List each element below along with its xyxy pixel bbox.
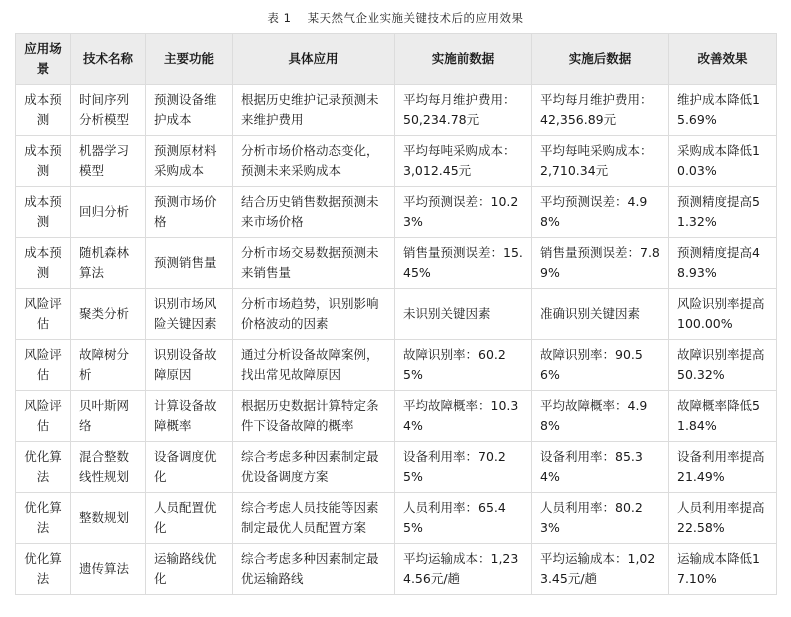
cell-technique: 随机森林算法 xyxy=(71,238,146,289)
cell-application: 综合考虑多种因素制定最优运输路线 xyxy=(233,544,395,595)
cell-scene: 优化算法 xyxy=(16,544,71,595)
cell-function: 设备调度优化 xyxy=(146,442,233,493)
column-header-application: 具体应用 xyxy=(233,34,395,85)
cell-effect: 人员利用率提高22.58% xyxy=(669,493,777,544)
cell-after: 平均预测误差：4.98% xyxy=(532,187,669,238)
cell-technique: 聚类分析 xyxy=(71,289,146,340)
table-row xyxy=(16,544,777,595)
cell-before: 平均故障概率：10.34% xyxy=(395,391,532,442)
cell-after: 故障识别率：90.56% xyxy=(532,340,669,391)
cell-after: 平均故障概率：4.98% xyxy=(532,391,669,442)
cell-after: 人员利用率：80.23% xyxy=(532,493,669,544)
cell-before: 平均每月维护费用：50,234.78元 xyxy=(395,85,532,136)
cell-function: 人员配置优化 xyxy=(146,493,233,544)
cell-function: 计算设备故障概率 xyxy=(146,391,233,442)
table-caption xyxy=(0,10,791,26)
cell-function: 识别市场风险关键因素 xyxy=(146,289,233,340)
cell-effect: 预测精度提高51.32% xyxy=(669,187,777,238)
column-header-scene: 应用场景 xyxy=(16,34,71,85)
cell-effect: 维护成本降低15.69% xyxy=(669,85,777,136)
cell-scene: 成本预测 xyxy=(16,187,71,238)
cell-application: 分析市场交易数据预测未来销售量 xyxy=(233,238,395,289)
cell-function: 预测销售量 xyxy=(146,238,233,289)
cell-effect: 采购成本降低10.03% xyxy=(669,136,777,187)
cell-application: 根据历史维护记录预测未来维护费用 xyxy=(233,85,395,136)
cell-effect: 设备利用率提高21.49% xyxy=(669,442,777,493)
cell-application: 通过分析设备故障案例，找出常见故障原因 xyxy=(233,340,395,391)
cell-after: 准确识别关键因素 xyxy=(532,289,669,340)
cell-after: 平均每月维护费用：42,356.89元 xyxy=(532,85,669,136)
results-table xyxy=(15,33,777,595)
cell-after: 平均每吨采购成本：2,710.34元 xyxy=(532,136,669,187)
cell-before: 故障识别率：60.25% xyxy=(395,340,532,391)
cell-application: 综合考虑人员技能等因素制定最优人员配置方案 xyxy=(233,493,395,544)
cell-application: 结合历史销售数据预测未来市场价格 xyxy=(233,187,395,238)
column-header-effect: 改善效果 xyxy=(669,34,777,85)
cell-effect: 预测精度提高48.93% xyxy=(669,238,777,289)
table-row xyxy=(16,391,777,442)
cell-effect: 故障概率降低51.84% xyxy=(669,391,777,442)
cell-application: 分析市场趋势，识别影响价格波动的因素 xyxy=(233,289,395,340)
column-header-technique: 技术名称 xyxy=(71,34,146,85)
table-number: 表 1 xyxy=(267,11,292,25)
table-row xyxy=(16,136,777,187)
column-header-before: 实施前数据 xyxy=(395,34,532,85)
cell-before: 平均预测误差：10.23% xyxy=(395,187,532,238)
cell-function: 运输路线优化 xyxy=(146,544,233,595)
cell-scene: 优化算法 xyxy=(16,493,71,544)
table-row xyxy=(16,238,777,289)
cell-after: 销售量预测误差：7.89% xyxy=(532,238,669,289)
cell-technique: 回归分析 xyxy=(71,187,146,238)
cell-scene: 成本预测 xyxy=(16,238,71,289)
cell-function: 预测设备维护成本 xyxy=(146,85,233,136)
cell-technique: 故障树分析 xyxy=(71,340,146,391)
cell-effect: 运输成本降低17.10% xyxy=(669,544,777,595)
cell-scene: 风险评估 xyxy=(16,391,71,442)
cell-scene: 风险评估 xyxy=(16,289,71,340)
cell-before: 人员利用率：65.45% xyxy=(395,493,532,544)
cell-after: 平均运输成本：1,023.45元/趟 xyxy=(532,544,669,595)
cell-technique: 遗传算法 xyxy=(71,544,146,595)
cell-scene: 风险评估 xyxy=(16,340,71,391)
cell-function: 识别设备故障原因 xyxy=(146,340,233,391)
table-row xyxy=(16,187,777,238)
cell-before: 未识别关键因素 xyxy=(395,289,532,340)
cell-technique: 贝叶斯网络 xyxy=(71,391,146,442)
cell-application: 分析市场价格动态变化，预测未来采购成本 xyxy=(233,136,395,187)
cell-application: 根据历史数据计算特定条件下设备故障的概率 xyxy=(233,391,395,442)
table-row xyxy=(16,340,777,391)
cell-effect: 风险识别率提高100.00% xyxy=(669,289,777,340)
table-row xyxy=(16,493,777,544)
cell-technique: 混合整数线性规划 xyxy=(71,442,146,493)
cell-before: 设备利用率：70.25% xyxy=(395,442,532,493)
cell-technique: 整数规划 xyxy=(71,493,146,544)
cell-scene: 成本预测 xyxy=(16,85,71,136)
cell-effect: 故障识别率提高50.32% xyxy=(669,340,777,391)
cell-before: 平均运输成本：1,234.56元/趟 xyxy=(395,544,532,595)
cell-after: 设备利用率：85.34% xyxy=(532,442,669,493)
table-row xyxy=(16,85,777,136)
column-header-function: 主要功能 xyxy=(146,34,233,85)
header-row xyxy=(16,34,777,85)
cell-function: 预测市场价格 xyxy=(146,187,233,238)
table-row xyxy=(16,442,777,493)
cell-scene: 成本预测 xyxy=(16,136,71,187)
cell-application: 综合考虑多种因素制定最优设备调度方案 xyxy=(233,442,395,493)
cell-technique: 机器学习模型 xyxy=(71,136,146,187)
table-body xyxy=(16,85,777,595)
cell-function: 预测原材料采购成本 xyxy=(146,136,233,187)
cell-before: 平均每吨采购成本：3,012.45元 xyxy=(395,136,532,187)
table-title: 某天然气企业实施关键技术后的应用效果 xyxy=(307,11,524,25)
cell-before: 销售量预测误差：15.45% xyxy=(395,238,532,289)
table-row xyxy=(16,289,777,340)
column-header-after: 实施后数据 xyxy=(532,34,669,85)
cell-technique: 时间序列分析模型 xyxy=(71,85,146,136)
cell-scene: 优化算法 xyxy=(16,442,71,493)
